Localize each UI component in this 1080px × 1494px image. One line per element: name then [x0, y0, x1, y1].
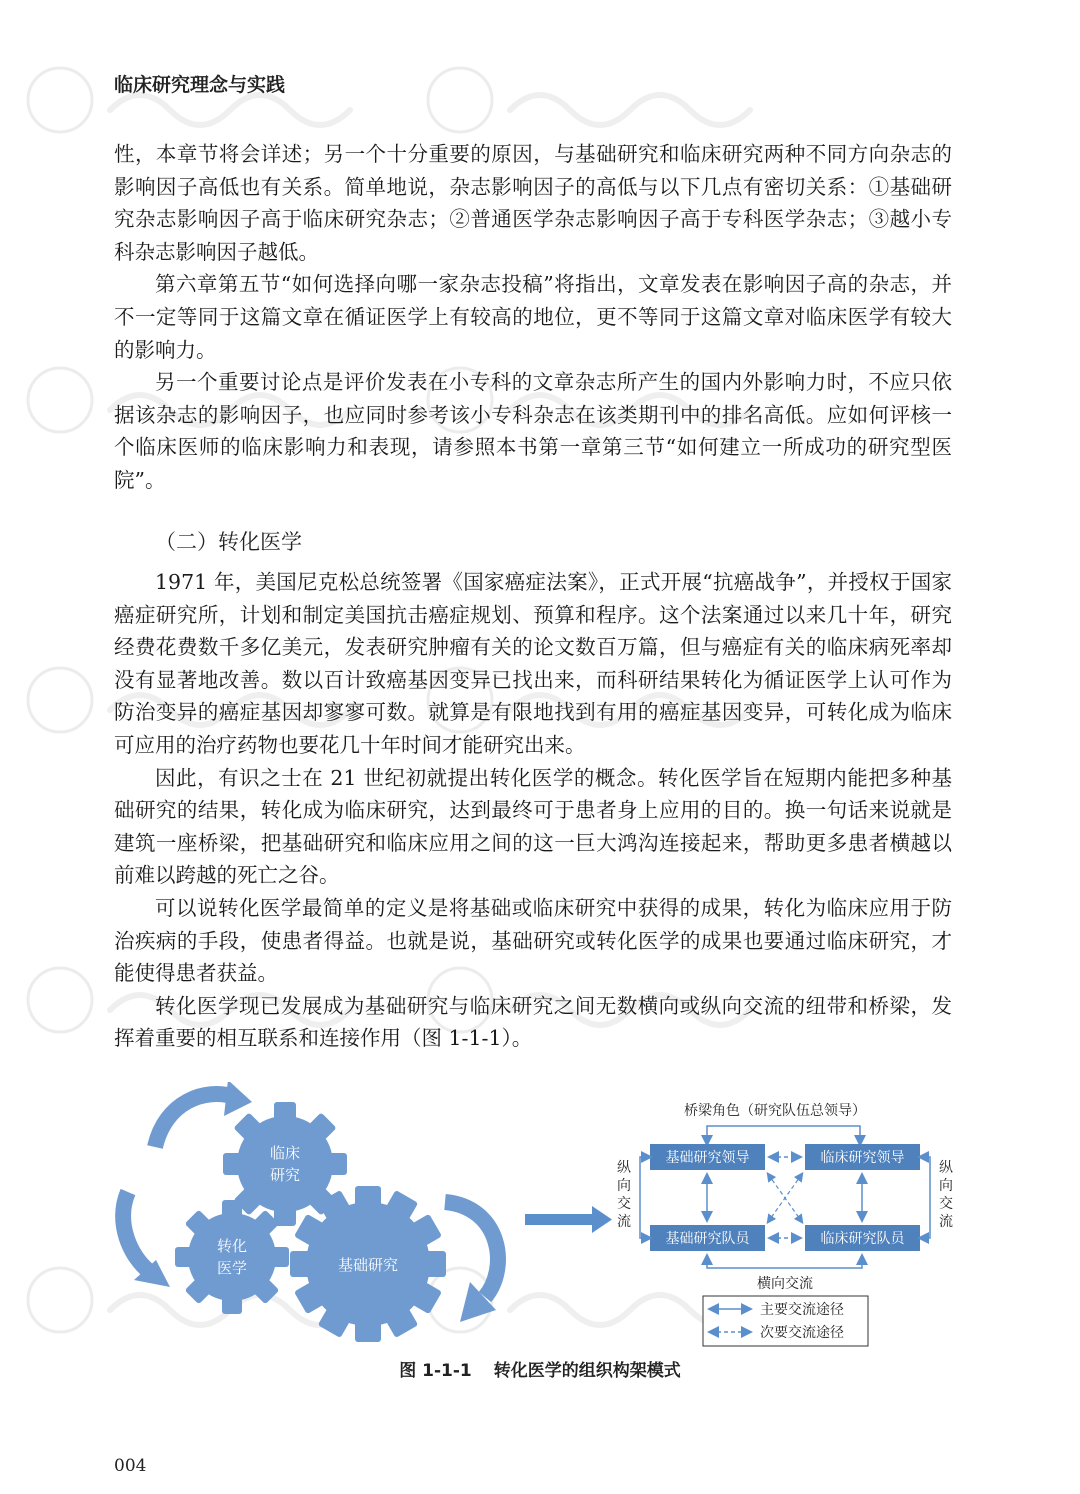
running-title: 临床研究理念与实践 [114, 74, 286, 96]
paragraph: 转化医学现已发展成为基础研究与临床研究之间无数横向或纵向交流的纽带和桥梁，发挥着重要的相互联系和连接作用（图 1-1-1）。 [114, 993, 952, 1051]
basic-member-label: 基础研究队员 [665, 1231, 750, 1247]
figure-number: 图 1-1-1 [399, 1361, 472, 1381]
bridge-arrow [707, 1126, 860, 1144]
legend-secondary-label: 次要交流途径 [760, 1325, 844, 1341]
vertical-exchange-right: 纵向交流 [939, 1160, 953, 1230]
gear-basic-label: 基础研究 [337, 1256, 399, 1274]
gear-translational-icon [175, 1200, 289, 1314]
section-heading: （二）转化医学 [155, 530, 302, 554]
horizontal-bracket [707, 1256, 862, 1268]
cycle-arrow-top [155, 1094, 235, 1147]
vertical-exchange-left: 纵向交流 [617, 1160, 631, 1230]
figure-translational-medicine [110, 1082, 970, 1352]
cycle-arrow-left [123, 1192, 150, 1272]
paragraph: 1971 年，美国尼克松总统签署《国家癌症法案》，正式开展“抗癌战争”，并授权于国家癌症研究所，计划和制定美国抗击癌症规划、预算和程序。这个法案通过以来几十年，研究经费花费数千多亿美元，发表研究肿瘤有关的论文数百万篇，但与癌症有关的临床病死率却没有显著地改善。数以百计致癌基因变异已找出来，而科研结果转化为循证医学上认可作为防治变异的癌症基因却寥寥可数。就算是有限地找到有用的癌症基因变异，可转化成为临床可应用的治疗药物也要花几十年时间才能研究出来。 [114, 570, 952, 757]
paragraph: 因此，有识之士在 21 世纪初就提出转化医学的概念。转化医学旨在短期内能把多种基础研究的结果，转化成为临床研究，达到最终可于患者身上应用的目的。换一句话来说就是建筑一座桥梁，把基础研究和临床应用之间的这一巨大鸿沟连接起来，帮助更多患者横越以前难以跨越的死亡之谷。 [114, 765, 952, 888]
gear-clinical-label-2: 研究 [269, 1166, 301, 1184]
body-text-top [114, 138, 952, 497]
horizontal-exchange-label: 横向交流 [757, 1276, 813, 1292]
body-text-bottom [114, 566, 952, 1055]
gear-translational-label-1: 转化 [216, 1237, 248, 1255]
clinical-leader-label: 临床研究领导 [820, 1150, 905, 1166]
legend-primary-label: 主要交流途径 [760, 1302, 844, 1318]
figure-caption [0, 1356, 1080, 1381]
paragraph: 可以说转化医学最简单的定义是将基础或临床研究中获得的成果，转化为临床应用于防治疾病的手段，使患者得益。也就是说，基础研究或转化医学的成果也要通过临床研究，才能使得患者获益。 [114, 895, 952, 986]
big-arrow-icon [525, 1206, 612, 1233]
cycle-arrow-top-head [224, 1082, 252, 1116]
gear-basic-icon [290, 1186, 446, 1342]
gear-clinical-label-1: 临床 [269, 1144, 301, 1162]
page-number: 004 [114, 1456, 147, 1476]
cycle-arrow-right [445, 1202, 498, 1297]
right-vertical-bracket [920, 1157, 930, 1238]
gear-translational-label-2: 医学 [216, 1259, 248, 1277]
paragraph: 另一个重要讨论点是评价发表在小专科的文章杂志所产生的国内外影响力时，不应只依据该杂志的影响因子，也应同时参考该小专科杂志在该类期刊中的排名高低。应如何评核一个临床医师的临床影响力和表现，请参照本书第一章第三节“如何建立一所成功的研究型医院”。 [114, 370, 952, 492]
figure-title: 转化医学的组织构架模式 [493, 1361, 681, 1381]
bridge-label: 桥梁角色（研究队伍总领导） [684, 1103, 866, 1119]
basic-leader-label: 基础研究领导 [665, 1150, 750, 1166]
clinical-member-label: 临床研究队员 [820, 1231, 905, 1247]
figure-diagram [110, 1082, 970, 1352]
left-vertical-bracket [640, 1157, 650, 1238]
paragraph: 性，本章节将会详述；另一个十分重要的原因，与基础研究和临床研究两种不同方向杂志的影响因子高低也有关系。简单地说，杂志影响因子的高低与以下几点有密切关系：①基础研究杂志影响因子高于临床研究杂志；②普通医学杂志影响因子高于专科医学杂志；③越小专科杂志影响因子越低。 [114, 142, 952, 264]
paragraph: 第六章第五节“如何选择向哪一家杂志投稿”将指出，文章发表在影响因子高的杂志，并不一定等同于这篇文章在循证医学上有较高的地位，更不等同于这篇文章对临床医学有较大的影响力。 [114, 272, 952, 362]
